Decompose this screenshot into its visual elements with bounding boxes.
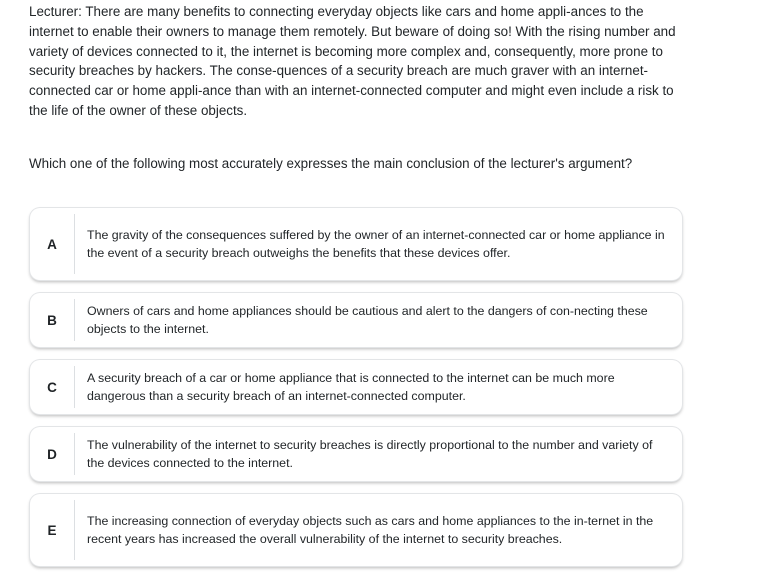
answer-option-c[interactable]: [30, 360, 682, 414]
option-letter: D: [30, 433, 75, 475]
option-text: The increasing connection of everyday objects such as cars and home appliances to the in-ternet in the recent years has increased the overall vulnerability of the internet to security breaches.: [87, 514, 654, 546]
option-letter: C: [30, 366, 75, 408]
option-text: Owners of cars and home appliances should be cautious and alert to the dangers of con-necting these objects to the internet.: [87, 304, 648, 336]
option-letter: B: [30, 299, 75, 341]
question-stem: Which one of the following most accurately expresses the main conclusion of the lecturer's argument?: [29, 156, 633, 171]
answer-option-b[interactable]: [30, 293, 682, 347]
answer-option-a[interactable]: [30, 208, 682, 280]
option-letter: E: [30, 500, 75, 560]
answer-option-d[interactable]: [30, 427, 682, 481]
option-text: The vulnerability of the internet to security breaches is directly proportional to the number and variety of the devices connected to the internet.: [87, 438, 653, 470]
option-text: The gravity of the consequences suffered by the owner of an internet-connected car or home appliance in the event of a security breach outweighs the benefits that these devices offer.: [87, 228, 665, 260]
option-letter: A: [30, 214, 75, 274]
option-text: A security breach of a car or home appliance that is connected to the internet can be much more dangerous than a security breach of an internet-connected computer.: [87, 371, 615, 403]
passage-text: Lecturer: There are many benefits to connecting everyday objects like cars and home appli-ances to the internet to enable their owners to manage them remotely. But beware of doing so! With the rising number and variety of devices connected to it, the internet is becoming more complex and, consequently, more prone to security breaches by hackers. The conse-quences of a security breach are much graver with an internet-connected car or home appli-ance than with an internet-connected computer and might even include a risk to the life of the owner of these objects.: [29, 4, 676, 118]
answer-option-e[interactable]: [30, 494, 682, 566]
